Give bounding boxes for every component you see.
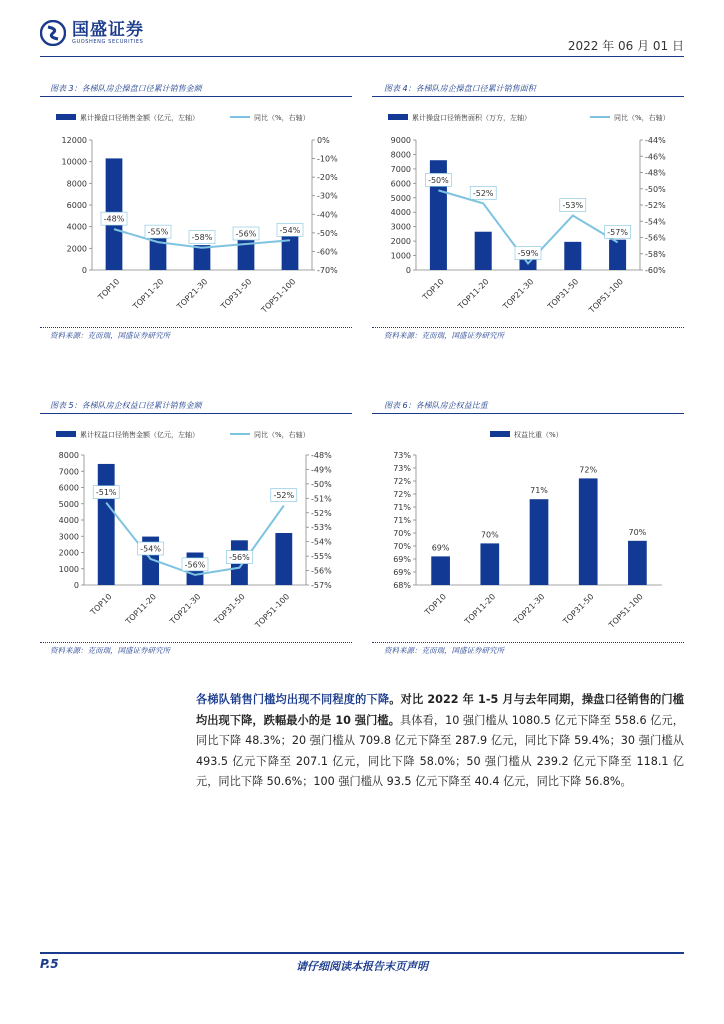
line-data-label: -56% <box>184 560 206 570</box>
y-tick-label-left: 3000 <box>390 222 411 232</box>
figure-6-source: 资料来源：克而瑞，国盛证券研究所 <box>384 646 504 655</box>
x-tick-label: TOP11-20 <box>456 277 491 312</box>
bar <box>194 245 211 270</box>
chart-figure-6 <box>372 417 684 639</box>
y-tick-label-right: -50% <box>645 184 666 194</box>
y-tick-label-left: 9000 <box>390 136 411 145</box>
y-tick-label-left: 2000 <box>390 237 411 247</box>
y-tick-label-left: 6000 <box>58 483 79 493</box>
line-data-label: -56% <box>235 229 257 239</box>
figure-4-source: 资料来源：克而瑞，国盛证券研究所 <box>384 331 504 340</box>
x-tick-label: TOP31-50 <box>212 592 247 627</box>
bar <box>628 541 647 585</box>
y-tick-label-left: 72% <box>393 477 411 486</box>
figure-6-source-rule <box>372 642 684 643</box>
figure-3-source-rule <box>40 327 352 328</box>
x-tick-label: TOP51-100 <box>253 592 292 630</box>
figure-5-title: 图表 5：各梯队房企权益口径累计销售金额 <box>50 401 202 410</box>
y-tick-label-left: 12000 <box>61 136 87 145</box>
figure-4-source-rule <box>372 327 684 328</box>
figure-6-title: 图表 6：各梯队房企权益比重 <box>384 401 488 410</box>
y-tick-label-left: 2000 <box>58 548 79 558</box>
y-tick-label-left: 73% <box>393 451 411 460</box>
legend-bar-label: 累计操盘口径销售金额（亿元，左轴） <box>80 114 199 122</box>
x-tick-label: TOP31-50 <box>546 277 581 312</box>
bar <box>579 478 598 585</box>
chart-figure-5 <box>40 417 352 639</box>
y-tick-label-right: -56% <box>311 566 332 576</box>
page-header <box>0 0 724 58</box>
legend-bar-swatch <box>56 431 76 437</box>
y-tick-label-right: -52% <box>645 201 666 210</box>
x-tick-label: TOP10 <box>96 277 122 302</box>
bar-data-label: 71% <box>530 486 548 496</box>
y-tick-label-right: -48% <box>311 451 332 460</box>
y-tick-label-right: -60% <box>317 247 338 257</box>
figure-4-title: 图表 4：各梯队房企操盘口径累计销售面积 <box>384 84 536 93</box>
legend-line-label: 同比（%，右轴） <box>254 431 310 439</box>
bar <box>530 499 549 585</box>
line-data-label: -51% <box>95 488 117 498</box>
y-tick-label-right: -49% <box>311 465 332 475</box>
y-tick-label-right: 0% <box>317 136 330 145</box>
y-tick-label-left: 69% <box>393 555 411 564</box>
x-tick-label: TOP51-100 <box>587 277 626 315</box>
legend-bar-label: 累计操盘口径销售面积（万方，左轴） <box>412 114 531 122</box>
footer-divider <box>40 952 684 954</box>
y-tick-label-right: -54% <box>311 537 332 547</box>
y-tick-label-right: -46% <box>645 152 666 162</box>
x-tick-label: TOP10 <box>88 592 114 617</box>
bar <box>475 232 492 270</box>
y-tick-label-right: -50% <box>311 479 332 489</box>
y-tick-label-right: -57% <box>311 581 332 590</box>
bar-data-label: 69% <box>431 543 450 553</box>
footer-disclaimer: 请仔细阅读本报告末页声明 <box>296 960 428 973</box>
y-tick-label-left: 8000 <box>66 179 87 189</box>
line-data-label: -56% <box>229 553 250 563</box>
y-tick-label-right: -58% <box>645 249 666 259</box>
company-name: 国盛证券 <box>72 20 144 40</box>
y-tick-label-left: 73% <box>393 464 411 473</box>
y-tick-label-right: -56% <box>645 233 666 243</box>
x-tick-label: TOP10 <box>423 592 449 617</box>
line-data-label: -53% <box>562 201 584 211</box>
y-tick-label-left: 6000 <box>390 179 411 189</box>
y-tick-label-right: -50% <box>317 228 338 238</box>
y-tick-label-right: -55% <box>311 552 332 562</box>
y-tick-label-left: 72% <box>393 490 411 499</box>
y-tick-label-right: -44% <box>645 136 666 145</box>
legend-bar-swatch <box>388 114 408 120</box>
y-tick-label-left: 7000 <box>390 164 411 174</box>
figure-5-source: 资料来源：克而瑞，国盛证券研究所 <box>50 646 170 655</box>
legend-line-label: 同比（%，右轴） <box>614 114 670 122</box>
y-tick-label-left: 69% <box>393 568 411 577</box>
chart-figure-4 <box>372 100 684 325</box>
y-tick-label-left: 5000 <box>390 193 411 203</box>
bar-data-label: 70% <box>628 527 647 537</box>
body-paragraph <box>196 690 684 793</box>
x-tick-label: TOP31-50 <box>561 592 596 627</box>
bar <box>275 533 292 585</box>
x-tick-label: TOP11-20 <box>123 592 159 627</box>
y-tick-label-right: -54% <box>645 217 666 227</box>
y-tick-label-right: -48% <box>645 168 666 178</box>
paragraph-lead: 各梯队销售门槛均出现不同程度的下降 <box>196 693 390 706</box>
x-tick-label: TOP31-50 <box>219 277 254 312</box>
logo-mark-icon <box>40 20 66 46</box>
y-tick-label-right: -53% <box>311 523 332 533</box>
chart-figure-3 <box>40 100 352 325</box>
line-data-label: -57% <box>607 227 628 237</box>
y-tick-label-left: 2000 <box>66 244 87 254</box>
line-data-label: -48% <box>103 214 125 224</box>
paragraph-body: 具体看，10 强门槛从 1080.5 亿元下降至 558.6 亿元，同比下降 48.3%；20 强门槛从 709.8 亿元下降至 287.9 亿元，同比下降 59.4%；30 强门槛从 493.5 亿元下降至 207.1 亿元，同比下降 58.0%；50 强门槛从 239.2 亿元下降至 118.1 亿元，同比下降 50.6%；100 强门槛从 93.5 亿元下降至 40.4 亿元，同比下降 56.8%。 <box>196 713 684 788</box>
legend-bar-label: 权益比重（%） <box>514 431 563 439</box>
x-tick-label: TOP21-30 <box>512 592 547 627</box>
y-tick-label-left: 5000 <box>58 499 79 509</box>
y-tick-label-right: -30% <box>317 191 338 201</box>
x-tick-label: TOP10 <box>420 277 446 302</box>
line-data-label: -50% <box>428 175 449 185</box>
legend-bar-swatch <box>56 114 76 120</box>
y-tick-label-left: 1000 <box>390 251 411 261</box>
bar <box>480 543 499 585</box>
y-tick-label-right: -70% <box>317 266 338 275</box>
y-tick-label-left: 0 <box>73 581 79 590</box>
y-tick-label-left: 70% <box>393 529 411 538</box>
y-tick-label-left: 68% <box>393 581 411 590</box>
bar <box>282 232 299 270</box>
y-tick-label-left: 1000 <box>58 564 79 574</box>
x-tick-label: TOP21-30 <box>168 592 203 627</box>
line-data-label: -52% <box>472 188 494 198</box>
y-tick-label-left: 4000 <box>58 516 79 525</box>
header-divider <box>40 56 684 57</box>
x-tick-label: TOP21-30 <box>175 277 210 312</box>
line-data-label: -55% <box>147 227 169 237</box>
bar <box>95 464 117 585</box>
figure-5-source-rule <box>40 642 352 643</box>
figure-3-title-rule <box>40 96 352 97</box>
line-data-label: -59% <box>517 249 539 258</box>
y-tick-label-right: -20% <box>317 173 338 183</box>
bar-data-label: 72% <box>579 465 598 475</box>
x-tick-label: TOP11-20 <box>131 277 166 312</box>
bar <box>609 240 626 270</box>
paragraph-bold: 。对比 2022 年 1-5 月与去年同期，操盘口径销售的门槛均出现下降，跌幅最小的是 10 强门槛。 <box>196 693 684 727</box>
y-tick-label-left: 70% <box>393 542 411 551</box>
y-tick-label-right: -60% <box>645 266 666 275</box>
line-data-label: -54% <box>140 544 161 554</box>
y-tick-label-left: 0 <box>405 266 411 275</box>
line-data-label: -58% <box>191 233 213 243</box>
y-tick-label-left: 7000 <box>58 467 79 477</box>
y-tick-label-left: 71% <box>393 503 411 512</box>
y-tick-label-left: 4000 <box>66 222 87 232</box>
figure-3-source: 资料来源：克而瑞，国盛证券研究所 <box>50 331 170 340</box>
legend-bar-swatch <box>490 431 510 437</box>
bar <box>431 556 450 585</box>
y-tick-label-left: 0 <box>81 266 87 275</box>
x-tick-label: TOP51-100 <box>259 277 298 315</box>
x-tick-label: TOP11-20 <box>463 592 498 627</box>
line-data-label: -52% <box>273 491 295 501</box>
figure-5-title-rule <box>40 413 352 414</box>
legend-line-label: 同比（%，右轴） <box>254 114 310 122</box>
y-tick-label-right: -10% <box>317 154 338 164</box>
y-tick-label-left: 3000 <box>58 532 79 542</box>
figure-6-title-rule <box>372 413 684 414</box>
y-tick-label-right: -52% <box>311 508 332 518</box>
legend-bar-label: 累计权益口径销售金额（亿元，左轴） <box>80 431 199 439</box>
x-tick-label: TOP21-30 <box>501 277 536 312</box>
y-tick-label-left: 71% <box>393 516 411 525</box>
y-tick-label-left: 8000 <box>390 150 411 160</box>
figure-3-title: 图表 3：各梯队房企操盘口径累计销售金额 <box>50 84 202 93</box>
y-tick-label-left: 8000 <box>58 451 79 460</box>
x-tick-label: TOP51-100 <box>607 592 645 630</box>
y-tick-label-right: -40% <box>317 210 338 220</box>
line-data-label: -54% <box>279 225 301 235</box>
report-date: 2022 年 06 月 01 日 <box>567 39 684 53</box>
y-tick-label-right: -51% <box>311 494 332 504</box>
y-tick-label-left: 6000 <box>66 201 87 210</box>
bar <box>238 238 255 271</box>
figure-4-title-rule <box>372 96 684 97</box>
y-tick-label-left: 10000 <box>61 157 87 167</box>
y-tick-label-left: 4000 <box>390 208 411 218</box>
bar <box>564 242 581 270</box>
company-name-en: GUOSHENG SECURITIES <box>72 39 144 45</box>
page-number: P.5 <box>40 957 59 971</box>
company-logo <box>40 20 144 46</box>
bar-data-label: 70% <box>480 530 499 540</box>
